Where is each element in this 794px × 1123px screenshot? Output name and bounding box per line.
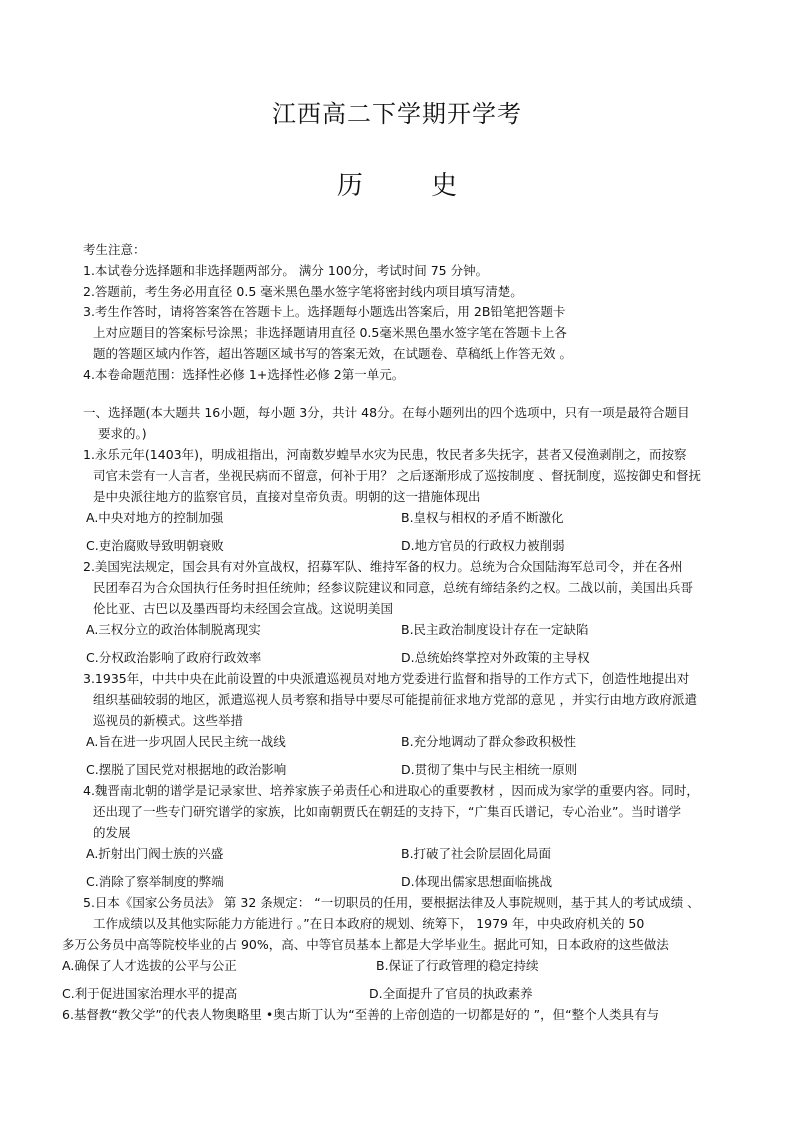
option-d: D.总统始终掌控对外政策的主导权 [401,650,590,665]
option-c: C.分权政治影响了政府行政效率 [86,650,262,665]
option-b: B.保证了行政管理的稳定持续 [376,958,539,973]
question-stem: 的发展 [93,825,131,840]
option-a: A.旨在进一步巩固人民民主统一战线 [86,734,286,749]
section-heading: 一、选择题(本大题共 16小题，每小题 3分，共计 48分。在每小题列出的四个选项中，只有一项是最符合题目 [83,405,690,420]
question-stem: 3.1935年，中共中央在此前设置的中央派遣巡视员对地方党委进行监督和指导的工作方式下，创造性地提出对 [83,671,690,686]
notice-item: 3.考生作答时，请将答案答在答题卡上。选择题每小题选出答案后，用 2B铅笔把答题卡 [83,304,566,319]
question-stem: 是中央派往地方的监察官员，直接对皇帝负责。明朝的这一措施体现出 [93,489,481,504]
option-b: B.打破了社会阶层固化局面 [401,846,552,861]
question-stem: 司官未尝有一人言者，坐视民病而不留意，何补于用？ 之后逐渐形成了巡按制度 、督抚制度，巡按御史和督抚 [93,468,701,483]
option-a: A.三权分立的政治体制脱离现实 [86,622,261,637]
option-a: A.中央对地方的控制加强 [86,510,224,525]
option-b: B.皇权与相权的矛盾不断激化 [401,510,564,525]
subject-title: 历 史 [336,171,488,201]
question-stem: 伦比亚、古巴以及墨西哥均未经国会宣战。这说明美国 [93,601,394,616]
option-c: C.消除了察举制度的弊端 [86,874,224,889]
notice-item: 2.答题前，考生务必用直径 0.5 毫米黑色墨水签字笔将密封线内项目填写清楚。 [83,284,523,299]
option-c: C.利于促进国家治理水平的提高 [62,986,238,1001]
option-d: D.地方官员的行政权力被削弱 [401,538,565,553]
question-stem: 6.基督教“教父学”的代表人物奥略里 •奥古斯丁认为“至善的上帝创造的一切都是好的 ”，但“整个人类具有与 [62,1007,660,1022]
question-stem: 5.日本《国家公务员法》 第 32 条规定： “一切职员的任用，要根据法律及人事院规则，基于其人的考试成绩 、 [83,895,700,910]
question-stem: 工作成绩以及其他实际能力方能进行 。”在日本政府的规划、统筹下， 1979 年，中央政府机关的 50 [93,916,645,931]
option-c: C.摆脱了国民党对根据地的政治影响 [86,762,287,777]
notice-heading: 考生注意： [83,242,146,257]
notice-item: 1.本试卷分选择题和非选择题两部分。 满分 100分，考试时间 75 分钟。 [83,263,489,278]
option-a: A.确保了人才选拔的公平与公正 [62,958,237,973]
notice-item: 题的答题区域内作答，超出答题区域书写的答案无效，在试题卷、草稿纸上作答无效 。 [93,346,572,361]
question-stem: 2.美国宪法规定，国会具有对外宣战权，招募军队、维持军备的权力。总统为合众国陆海军总司令，并在各州 [83,559,683,574]
exam-title: 江西高二下学期开学考 [272,100,522,128]
question-stem: 多万公务员中高等院校毕业的占 90%，高、中等官员基本上都是大学毕业生。据此可知，日本政府的这些做法 [62,937,669,952]
option-c: C.吏治腐败导致明朝衰败 [86,538,224,553]
option-b: B.民主政治制度设计存在一定缺陷 [401,622,589,637]
question-stem: 1.永乐元年(1403年)，明成祖指出，河南数岁蝗旱水灾为民患，牧民者多失抚字，甚者又侵渔剥削之，而按察 [83,447,687,462]
option-d: D.体现出儒家思想面临挑战 [401,874,553,889]
question-stem: 4.魏晋南北朝的谱学是记录家世、培养家族子弟责任心和进取心的重要教材 ，因而成为家学的重要内容。同时， [83,783,699,798]
option-a: A.折射出门阀士族的兴盛 [86,846,224,861]
option-d: D.贯彻了集中与民主相统一原则 [401,762,578,777]
question-stem: 巡视员的新模式。这些举措 [93,713,244,728]
question-stem: 还出现了一些专门研究谱学的家族，比如南朝贾氏在朝廷的支持下，“广集百氏谱记，专心治业”。当时谱学 [93,804,681,819]
notice-item: 4.本卷命题范围：选择性必修 1+选择性必修 2第一单元。 [83,367,405,382]
question-stem: 组织基础较弱的地区，派遣巡视人员考察和指导中要尽可能提前征求地方党部的意见 ，并实行由地方政府派遣 [93,692,697,707]
option-d: D.全面提升了官员的执政素养 [369,986,533,1001]
question-stem: 民团奉召为合众国执行任务时担任统帅；经参议院建议和同意，总统有缔结条约之权。二战以前，美国出兵哥 [93,580,694,595]
section-heading-cont: 要求的。) [98,426,147,441]
option-b: B.充分地调动了群众参政积极性 [401,734,577,749]
notice-item: 上对应题目的答案标号涂黑；非选择题请用直径 0.5毫米黑色墨水签字笔在答题卡上各 [93,325,567,340]
